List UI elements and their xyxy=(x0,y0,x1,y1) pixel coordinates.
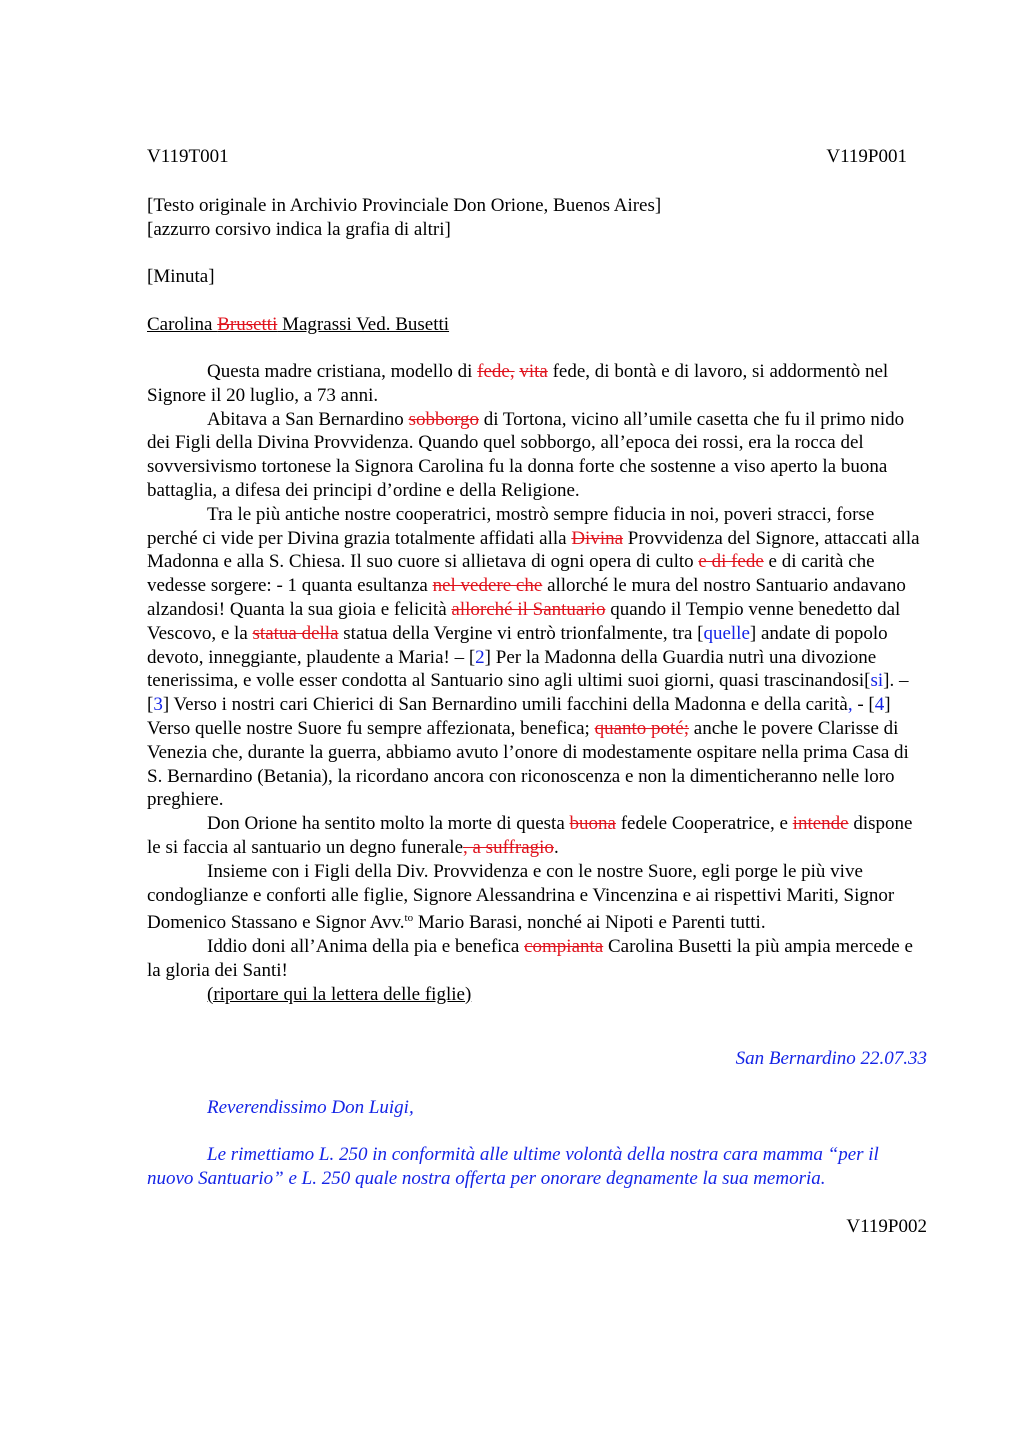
deleted-text: vita xyxy=(519,361,548,382)
title-text xyxy=(147,314,449,335)
document-title xyxy=(147,313,927,337)
text-run: Insieme con i Figli della Div. Provvidenza e con le nostre Suore, egli porge le più vive condoglianze e conforti alle figlie, Signore Alessandrina e Vincenzina e ai rispettivi Mariti, Signor Domenico Stassano e Signor Avv. xyxy=(147,860,895,934)
legend-note: [azzurro corsivo indica la grafia di altri] xyxy=(147,219,451,240)
text-run: Don Orione ha sentito molto la morte di questa xyxy=(207,813,570,835)
paragraph-1 xyxy=(147,360,927,408)
text-run: allorché le mura del nostro Santuario andavano alzandosi! Quanta la sua gioia e felicità xyxy=(147,575,906,620)
paragraph-3 xyxy=(147,503,927,812)
deleted-text: e di fede xyxy=(698,551,764,573)
text-run: ]. – [ xyxy=(147,670,909,716)
document-code: V119T001 xyxy=(147,146,229,167)
deleted-text: Divina xyxy=(571,527,624,549)
letter-place-date: San Bernardino 22.07.33 xyxy=(735,1048,927,1069)
text-run: di Tortona, vicino all’umile casetta che fu il primo nido dei Figli della Divina Provvidenza. Quando quel sobborgo, all’epoca dei rossi, era la rocca del sovversivismo tortonese la Signora Carolina fu la donna forte che sostenne a viso aperto la buona battaglia, a difesa dei principi d’ordine e della Religione. xyxy=(147,408,905,501)
text-run: dispone le si faccia al santuario un degno funerale xyxy=(147,813,913,858)
text-run: Carolina Busetti la più ampia mercede e la gloria dei Santi! xyxy=(147,936,913,981)
text-run: Provvidenza del Signore, attaccati alla Madonna e alla S. Chiesa. Il suo cuore si allietava di ogni opera di culto xyxy=(147,527,920,573)
letter-body: Le rimettiamo L. 250 in conformità alle ultime volontà della nostra cara mamma “per il nuovo Santuario” e L. 250 quale nostra offerta per onorare degnamente la sua memoria. xyxy=(147,1144,879,1189)
paragraph-6 xyxy=(147,935,927,983)
paragraph-7 xyxy=(147,983,927,1007)
title-part: Magrassi Ved. Busetti xyxy=(277,314,450,335)
instruction-note: (riportare qui la lettera delle figlie) xyxy=(207,983,472,1005)
text-run: . xyxy=(553,836,559,858)
paragraph-4 xyxy=(147,812,927,860)
deleted-text: quanto poté; xyxy=(594,717,690,739)
text-run: Mario Barasi, nonché ai Nipoti e Parenti tutti. xyxy=(413,912,766,934)
text-run: e di carità che vedesse sorgere: - 1 quanta esultanza xyxy=(147,551,875,597)
text-run: ] Verso i nostri cari Chierici di San Bernardino umili facchini della Madonna e della carità xyxy=(162,694,848,716)
deleted-text: fede, xyxy=(477,361,515,382)
text-run: fedele Cooperatrice, e xyxy=(615,813,793,835)
editor-insert: 4 xyxy=(874,694,885,716)
superscript: to xyxy=(404,912,414,925)
deleted-text: sobborgo xyxy=(408,408,479,430)
text-run: fede, di bontà e di lavoro, si addormentò nel Signore il 20 luglio, a 73 anni. xyxy=(147,361,889,406)
text-run: Questa madre cristiana, modello di xyxy=(207,361,478,382)
letter-salutation: Reverendissimo Don Luigi, xyxy=(207,1097,414,1118)
editor-insert: 3 xyxy=(153,694,163,716)
deleted-text: compianta xyxy=(524,936,604,958)
text-run: Tra le più antiche nostre cooperatrici, mostrò sempre fiducia in noi, poveri stracci, forse perché ci vide per Divina grazia totalmente affidati alla xyxy=(147,503,875,549)
text-run: anche le povere Clarisse di Venezia che, durante la guerra, abbiamo avuto l’onore di modestamente ospitare nella prima Casa di S. Bernardino (Betania), la ricordano ancora con riconoscenza e non la dimenticheranno nelle loro preghiere. xyxy=(147,717,909,811)
deleted-text: Brusetti xyxy=(217,314,278,335)
paragraph-5 xyxy=(147,860,927,935)
text-run: quando il Tempio venne benedetto dal Vescovo, e la xyxy=(147,598,901,644)
text-run: Iddio doni all’Anima della pia e benefica xyxy=(207,936,525,958)
main-text xyxy=(147,360,927,1007)
deleted-text: nel vedere che xyxy=(432,575,543,597)
title-part: Carolina xyxy=(147,314,218,335)
minuta-note: [Minuta] xyxy=(147,266,215,287)
deleted-text: buona xyxy=(569,813,616,835)
editor-insert: 2 xyxy=(475,646,485,668)
deleted-text: statua della xyxy=(252,622,339,644)
paragraph-2 xyxy=(147,408,927,503)
text-run: statua della Vergine vi entrò trionfalmente, tra [ xyxy=(338,622,704,644)
text-run: Abitava a San Bernardino xyxy=(207,408,409,430)
editor-insert: si xyxy=(870,670,884,692)
archive-note: [Testo originale in Archivio Provinciale Don Orione, Buenos Aires] xyxy=(147,195,662,216)
editor-insert: quelle xyxy=(703,622,750,644)
page-code: V119P001 xyxy=(826,146,907,167)
text-run: ] andate di popolo devoto, inneggiante, plaudente a Maria! – [ xyxy=(147,622,888,668)
text-run: - [ xyxy=(852,694,875,716)
deleted-text: allorché il Santuario xyxy=(451,598,606,620)
text-run: ] Per la Madonna della Guardia nutrì una divozione tenerissima, e volle esser condotta al Santuario sino agli ultimi suoi giorni, quasi trascinandosi[ xyxy=(147,646,877,692)
archive-notes xyxy=(147,194,927,242)
text-run: ] Verso quelle nostre Suore fu sempre affezionata, benefica; xyxy=(147,694,891,739)
page-header xyxy=(147,145,907,169)
editor-insert: , xyxy=(847,694,853,716)
deleted-text: intende xyxy=(792,813,849,835)
deleted-text: , a suffragio xyxy=(463,836,554,858)
page-footer-code: V119P002 xyxy=(846,1216,927,1237)
